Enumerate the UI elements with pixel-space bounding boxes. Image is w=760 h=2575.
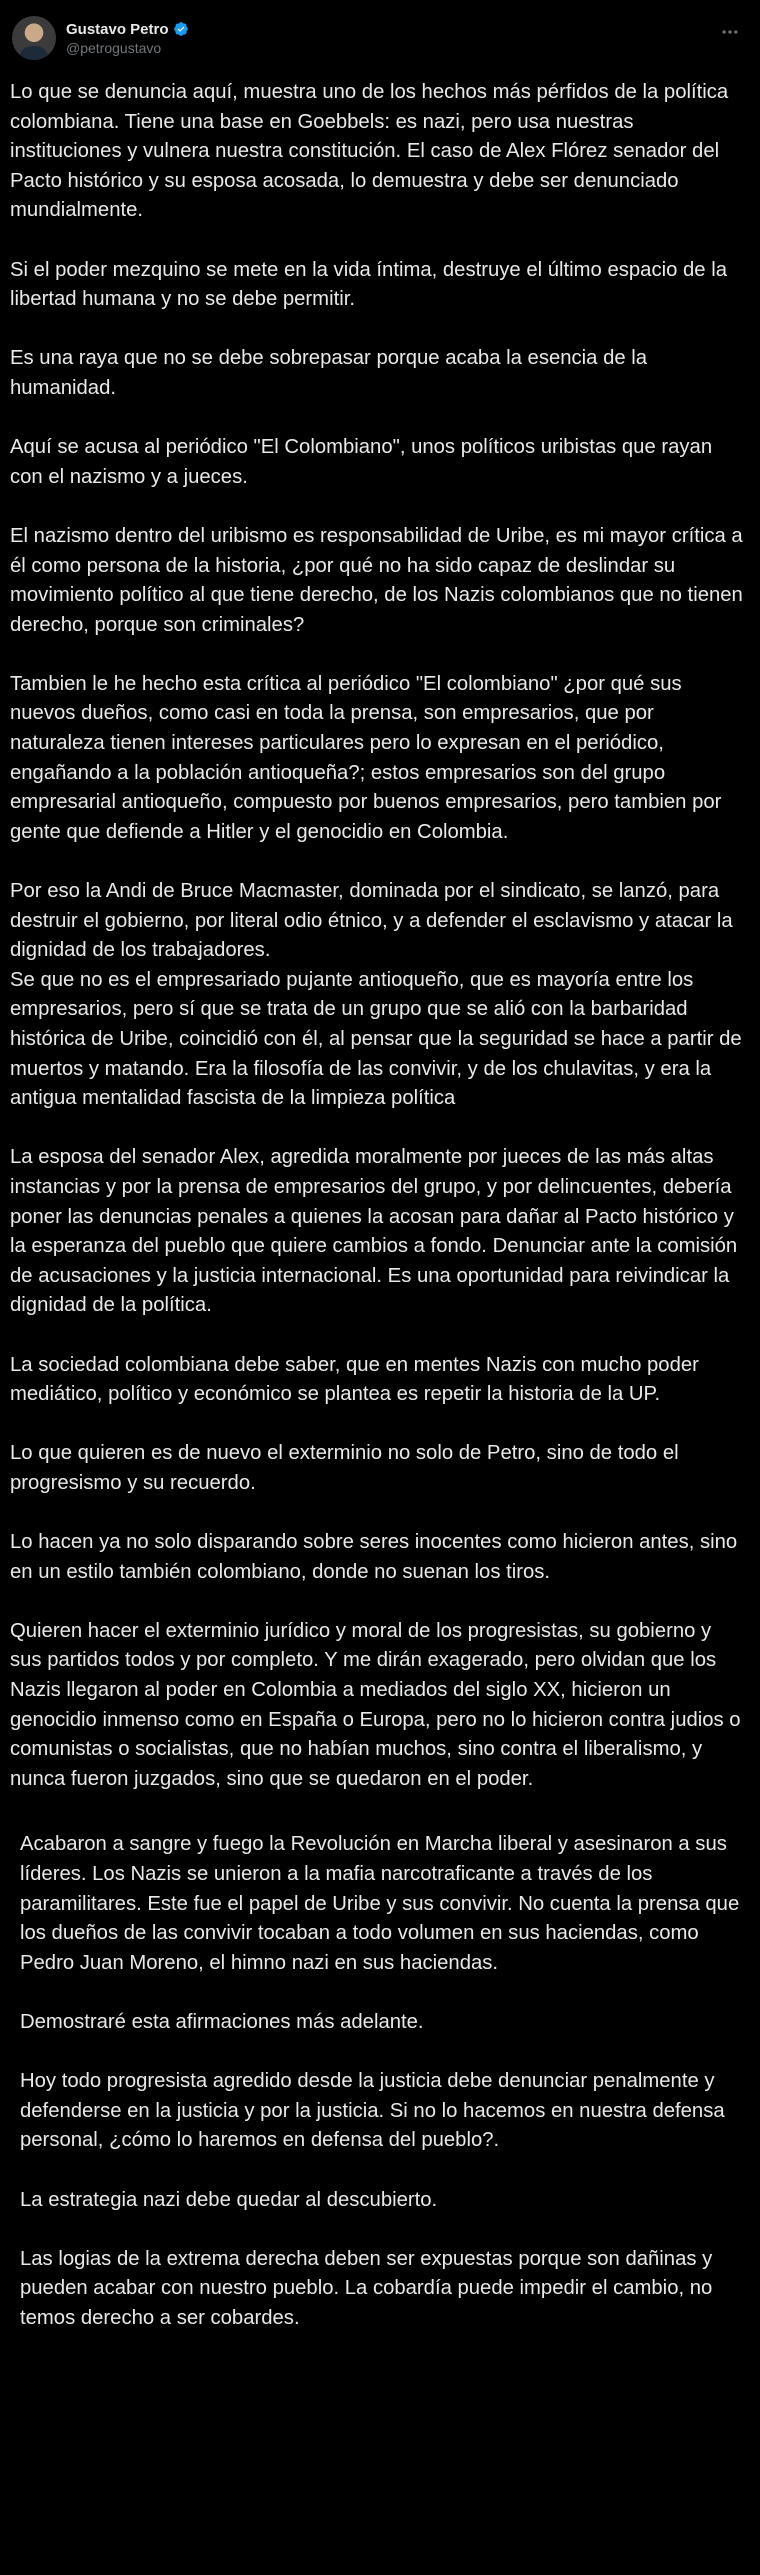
more-options-icon[interactable] xyxy=(718,20,742,44)
paragraph: La sociedad colombiana debe saber, que en mentes Nazis con mucho poder mediático, político y económico se plantea es repetir la historia de la UP. xyxy=(10,1353,699,1406)
avatar[interactable] xyxy=(12,16,56,60)
author-info xyxy=(66,21,189,56)
body-section-3 xyxy=(10,1830,746,2333)
paragraph: Lo que se denuncia aquí, muestra uno de los hechos más pérfidos de la política colombiana. Tiene una base en Goebbels: es nazi, pero usa nuestras instituciones y vulnera nuestra constitución. El caso de Alex Flórez senador del Pacto histórico y su esposa acosada, lo demuestra y debe ser denunciado mundialmente. xyxy=(10,81,729,222)
paragraph: Hoy todo progresista agredido desde la justicia debe denunciar penalmente y defenderse en la justicia y por la justicia. Si no lo hacemos en nuestra defensa personal, ¿cómo lo haremos en defensa del pueblo?. xyxy=(20,2070,725,2152)
paragraph: Quieren hacer el exterminio jurídico y moral de los progresistas, su gobierno y sus partidos todos y por completo. Y me dirán exagerado, pero olvidan que los Nazis llegaron al poder en Colombia a mediados del siglo XX, hicieron un genocidio inmenso como en España o Europa, pero no lo hicieron contra judios o comunistas o socialistas, que no habían muchos, sino contra el liberalismo, y nunca fueron juzgados, sino que se quedaron en el poder. xyxy=(10,1619,741,1790)
name-row xyxy=(66,21,189,38)
paragraph: Es una raya que no se debe sobrepasar porque acaba la esencia de la humanidad. xyxy=(10,347,648,399)
paragraph: La esposa del senador Alex, agredida moralmente por jueces de las más altas instancias y por la prensa de empresarios del grupo, y por delincuentes, debería poner las denuncias penales a quienes la acosan para dañar al Pacto histórico y la esperanza del pueblo que quiere cambios a fondo. Denunciar ante la comisión de acusaciones y la justicia internacional. Es una oportunidad para reivindicar la dignidad de la política. xyxy=(10,1146,738,1317)
body-section-2 xyxy=(10,966,746,1795)
body-section-1 xyxy=(10,78,746,966)
paragraph: Lo que quieren es de nuevo el exterminio no solo de Petro, sino de todo el progresismo y su recuerdo. xyxy=(10,1442,679,1494)
paragraph: Tambien le he hecho esta crítica al periódico "El colombiano" ¿por qué sus nuevos dueños, como casi en toda la prensa, son empresarios, que por naturaleza tienen intereses particulares pero lo expresan en el periódico, engañando a la población antioqueña?; estos empresarios son del grupo empresarial antioqueño, compuesto por buenos empresarios, pero tambien por gente que defiende a Hitler y el genocidio en Colombia. xyxy=(10,672,722,843)
user-handle[interactable]: @petrogustavo xyxy=(66,39,162,56)
paragraph: Aquí se acusa al periódico "El Colombiano", unos políticos uribistas que rayan con el nazismo y a jueces. xyxy=(10,436,713,488)
paragraph: El nazismo dentro del uribismo es responsabilidad de Uribe, es mi mayor crítica a él como persona de la historia, ¿por qué no ha sido capaz de deslindar su movimiento político al que tiene derecho, de los Nazis colombianos que no tienen derecho, porque son criminales? xyxy=(10,524,743,636)
paragraph: Se que no es el empresariado pujante antioqueño, que es mayoría entre los empresarios, pero sí que se trata de un grupo que se alió con la barbaridad histórica de Uribe, coincidió con él, al pensar que la seguridad se hace a partir de muertos y matando. Era la filosofía de las convivir, y de los chulavitas, y era la antigua mentalidad fascista de la limpieza política xyxy=(10,968,742,1110)
paragraph: Acabaron a sangre y fuego la Revolución en Marcha liberal y asesinaron a sus líderes. Los Nazis se unieron a la mafia narcotraficante a través de los paramilitares. Este fue el papel de Uribe y sus convivir. No cuenta la prensa que los dueños de las convivir tocaban a todo volumen en sus haciendas, como Pedro Juan Moreno, el himno nazi en sus haciendas. xyxy=(20,1833,740,1974)
post-body xyxy=(10,78,746,2334)
paragraph: Las logias de la extrema derecha deben ser expuestas porque son dañinas y pueden acabar con nuestro pueblo. La cobardía puede impedir el cambio, no temos derecho a ser cobardes. xyxy=(20,2247,713,2329)
paragraph: La estrategia nazi debe quedar al descubierto. xyxy=(20,2188,438,2211)
paragraph: Demostraré esta afirmaciones más adelante. xyxy=(20,2011,424,2033)
paragraph: Si el poder mezquino se mete en la vida íntima, destruye el último espacio de la libertad humana y no se debe permitir. xyxy=(10,258,727,311)
post-header xyxy=(12,10,748,66)
paragraph: Por eso la Andi de Bruce Macmaster, dominada por el sindicato, se lanzó, para destruir el gobierno, por literal odio étnico, y a defender el esclavismo y atacar la dignidad de los trabajadores. xyxy=(10,880,733,962)
paragraph: Lo hacen ya no solo disparando sobre seres inocentes como hicieron antes, sino en un estilo también colombiano, donde no suenan los tiros. xyxy=(10,1531,738,1583)
display-name[interactable]: Gustavo Petro xyxy=(66,20,169,38)
verified-badge-icon[interactable] xyxy=(173,21,189,37)
